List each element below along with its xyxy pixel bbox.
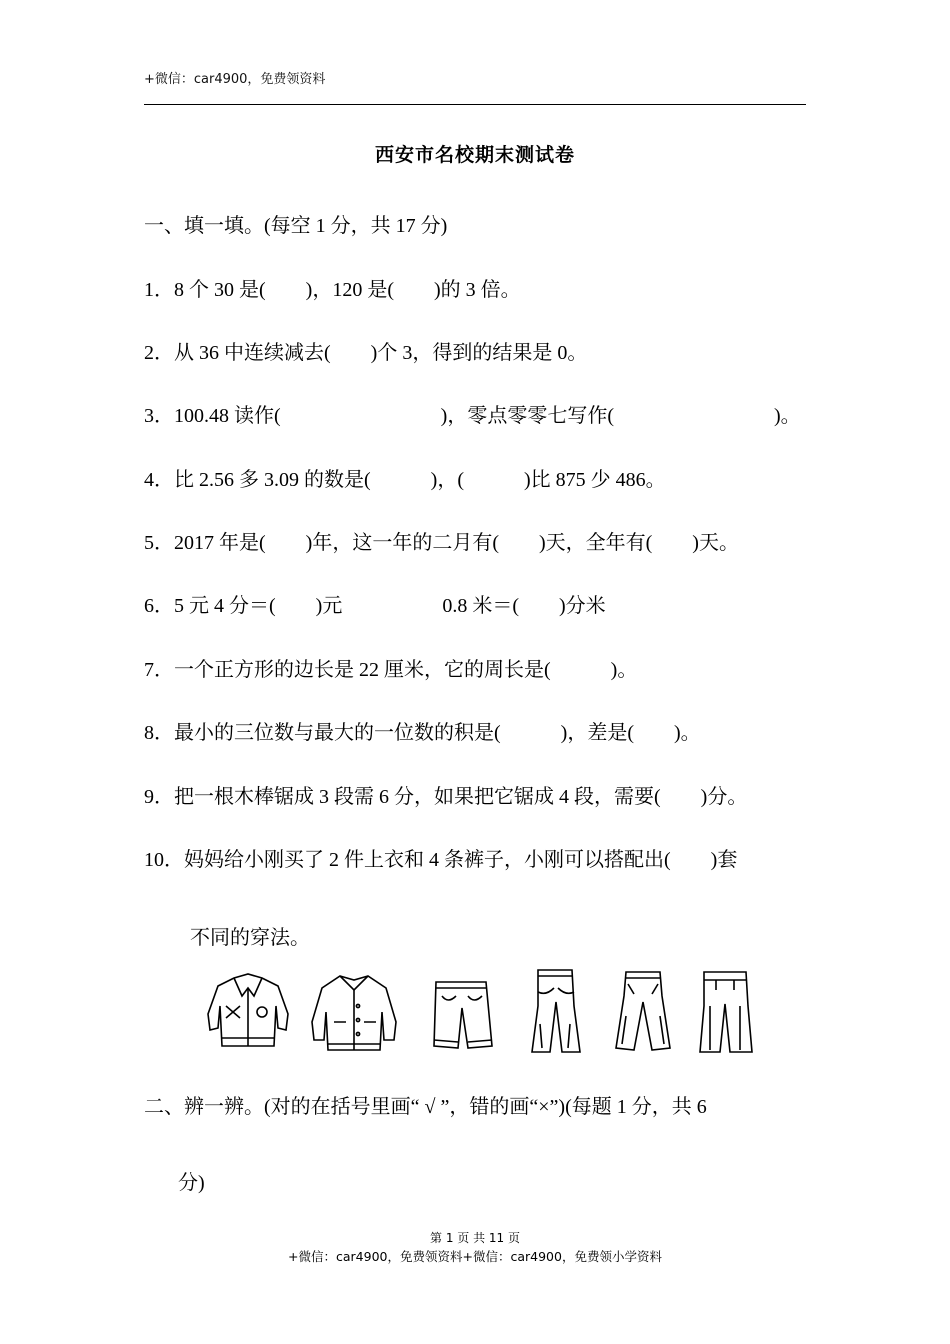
question-3: 3．100.48 读作( )，零点零零七写作( )。 bbox=[144, 405, 801, 427]
jacket-icon bbox=[204, 966, 292, 1056]
slacks-icon bbox=[696, 966, 756, 1056]
clothing-illustrations bbox=[204, 966, 764, 1056]
question-9: 9．把一根木棒锯成 3 段需 6 分，如果把它锯成 4 段，需要( )分。 bbox=[144, 786, 748, 808]
question-1: 1．8 个 30 是( )，120 是( )的 3 倍。 bbox=[144, 279, 521, 301]
question-8: 8．最小的三位数与最大的一位数的积是( )，差是( )。 bbox=[144, 722, 701, 744]
footer-watermark: +微信：car4900，免费领资料+微信：car4900，免费领小学资料 bbox=[288, 1249, 662, 1264]
question-6: 6．5 元 4 分＝( )元 0.8 米＝( )分米 bbox=[144, 595, 606, 617]
long-pants-icon bbox=[526, 966, 586, 1056]
question-4: 4．比 2.56 多 3.09 的数是( )，( )比 875 少 486。 bbox=[144, 469, 666, 491]
question-10: 10．妈妈给小刚买了 2 件上衣和 4 条裤子，小刚可以搭配出( )套 bbox=[144, 849, 738, 871]
section2-heading-cont: 分) bbox=[178, 1172, 205, 1194]
section1-heading: 一、填一填。(每空 1 分，共 17 分) bbox=[144, 215, 448, 237]
header-rule bbox=[144, 104, 806, 105]
header-watermark: +微信：car4900，免费领资料 bbox=[144, 72, 326, 87]
coat-icon bbox=[308, 966, 400, 1056]
question-7: 7．一个正方形的边长是 22 厘米，它的周长是( )。 bbox=[144, 659, 638, 681]
question-10-continuation: 不同的穿法。 bbox=[190, 927, 310, 949]
page-title: 西安市名校期末测试卷 bbox=[374, 144, 575, 166]
section2-heading: 二、辨一辨。(对的在括号里画“ √ ”，错的画“×”)(每题 1 分，共 6 bbox=[144, 1096, 707, 1118]
trousers-icon bbox=[612, 966, 674, 1056]
question-2: 2．从 36 中连续减去( )个 3，得到的结果是 0。 bbox=[144, 342, 588, 364]
page-number: 第 1 页 共 11 页 bbox=[430, 1231, 520, 1245]
shorts-icon bbox=[426, 966, 496, 1056]
question-5: 5．2017 年是( )年，这一年的二月有( )天，全年有( )天。 bbox=[144, 532, 739, 554]
